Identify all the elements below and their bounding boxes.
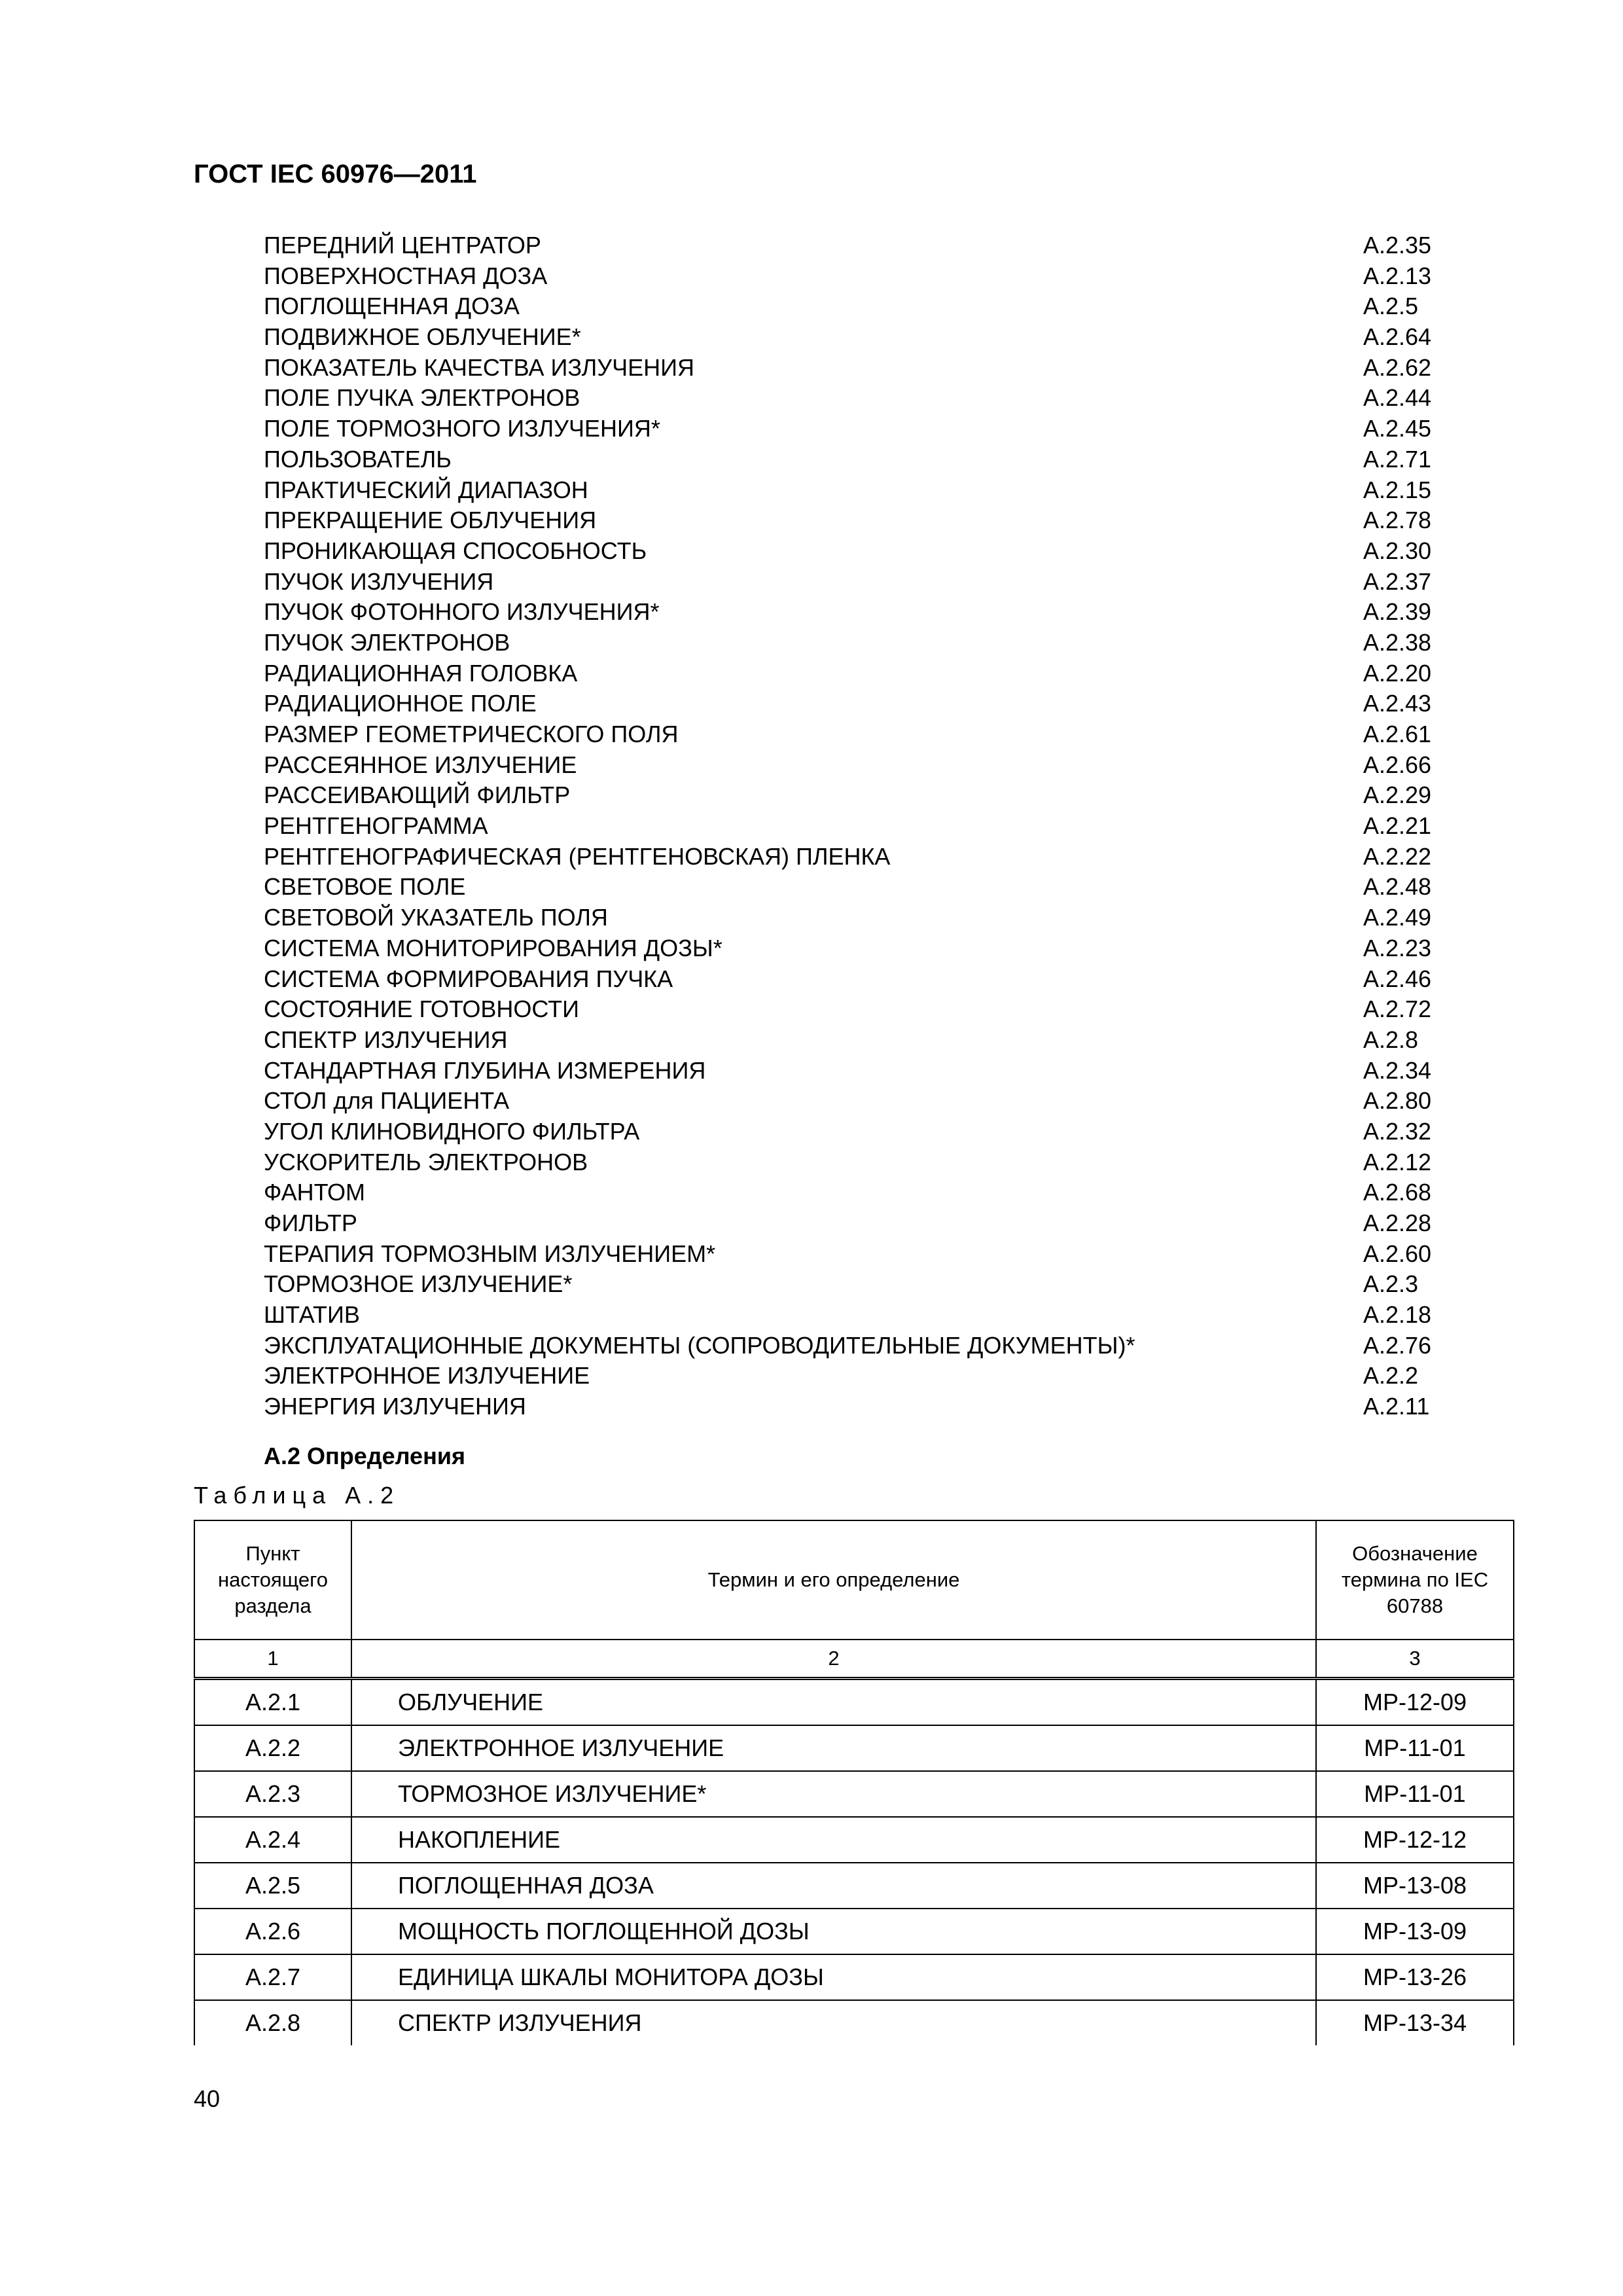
index-term: ПОГЛОЩЕННАЯ ДОЗА xyxy=(264,293,520,320)
index-entry xyxy=(264,750,1442,781)
index-term: СВЕТОВОЙ УКАЗАТЕЛЬ ПОЛЯ xyxy=(264,904,608,931)
index-term: СВЕТОВОЕ ПОЛЕ xyxy=(264,873,466,901)
index-entry xyxy=(264,322,1442,353)
header-term-column: Термин и его определение xyxy=(351,1520,1316,1640)
index-term: СИСТЕМА ФОРМИРОВАНИЯ ПУЧКА xyxy=(264,965,673,992)
table-row xyxy=(194,1817,1514,1863)
index-term: ПОЛЕ ПУЧКА ЭЛЕКТРОНОВ xyxy=(264,384,580,412)
index-reference: A.2.18 xyxy=(1363,1301,1432,1329)
section-heading: А.2 Определения xyxy=(264,1443,465,1469)
index-term: ПОВЕРХНОСТНАЯ ДОЗА xyxy=(264,262,548,289)
index-reference: A.2.12 xyxy=(1363,1148,1432,1175)
index-reference: A.2.38 xyxy=(1363,628,1432,656)
index-term: УГОЛ КЛИНОВИДНОГО ФИЛЬТРА xyxy=(264,1117,640,1145)
index-term: УСКОРИТЕЛЬ ЭЛЕКТРОНОВ xyxy=(264,1148,588,1175)
table-caption: Таблица А.2 xyxy=(194,1482,401,1509)
index-entry xyxy=(264,1269,1442,1300)
index-term: РАДИАЦИОННАЯ ГОЛОВКА xyxy=(264,659,578,687)
index-term: ПУЧОК ФОТОННОГО ИЗЛУЧЕНИЯ* xyxy=(264,598,660,626)
table-header-row xyxy=(194,1520,1514,1640)
term-cell: ПОГЛОЩЕННАЯ ДОЗА xyxy=(351,1863,1316,1909)
column-number: 2 xyxy=(351,1640,1316,1679)
definitions-table xyxy=(194,1520,1514,2045)
index-reference: A.2.37 xyxy=(1363,567,1432,595)
index-term: ПОЛЬЗОВАТЕЛЬ xyxy=(264,445,452,473)
index-entry xyxy=(264,780,1442,811)
index-entry xyxy=(264,994,1442,1025)
index-reference: A.2.20 xyxy=(1363,659,1432,687)
index-entry xyxy=(264,1117,1442,1147)
index-reference: A.2.76 xyxy=(1363,1331,1432,1359)
index-entry xyxy=(264,658,1442,689)
item-number-cell: A.2.6 xyxy=(194,1909,351,1954)
index-term: РЕНТГЕНОГРАФИЧЕСКАЯ (РЕНТГЕНОВСКАЯ) ПЛЕНКА xyxy=(264,842,891,870)
index-reference: A.2.21 xyxy=(1363,812,1432,840)
index-reference: A.2.49 xyxy=(1363,904,1432,931)
index-reference: A.2.71 xyxy=(1363,445,1432,473)
index-reference: A.2.64 xyxy=(1363,323,1432,351)
index-term: ЭКСПЛУАТАЦИОННЫЕ ДОКУМЕНТЫ (СОПРОВОДИТЕЛЬНЫЕ ДОКУМЕНТЫ)* xyxy=(264,1331,1135,1359)
index-entry xyxy=(264,1300,1442,1331)
index-entry xyxy=(264,444,1442,475)
index-reference: A.2.44 xyxy=(1363,384,1432,412)
index-reference: A.2.23 xyxy=(1363,934,1432,961)
page-number: 40 xyxy=(194,2085,221,2112)
index-term: РАССЕЯННОЕ ИЗЛУЧЕНИЕ xyxy=(264,751,577,778)
index-term: ПЕРЕДНИЙ ЦЕНТРАТОР xyxy=(264,232,541,259)
term-cell: ОБЛУЧЕНИЕ xyxy=(351,1679,1316,1726)
item-number-cell: A.2.2 xyxy=(194,1725,351,1771)
index-term: ПРОНИКАЮЩАЯ СПОСОБНОСТЬ xyxy=(264,537,647,564)
term-code-cell: MP-12-09 xyxy=(1316,1679,1514,1726)
item-number-cell: A.2.3 xyxy=(194,1771,351,1817)
index-entry xyxy=(264,383,1442,414)
index-entry xyxy=(264,505,1442,536)
index-entry xyxy=(264,1025,1442,1056)
index-entry xyxy=(264,1086,1442,1117)
index-entry xyxy=(264,414,1442,444)
index-reference: A.2.68 xyxy=(1363,1179,1432,1206)
index-entry xyxy=(264,689,1442,719)
index-reference: A.2.32 xyxy=(1363,1117,1432,1145)
term-index-list xyxy=(264,230,1442,1422)
column-number: 3 xyxy=(1316,1640,1514,1679)
table-row xyxy=(194,1771,1514,1817)
table-row xyxy=(194,1725,1514,1771)
header-code-column: Обозначение термина по IEC 60788 xyxy=(1316,1520,1514,1640)
item-number-cell: A.2.1 xyxy=(194,1679,351,1726)
table-row xyxy=(194,1679,1514,1726)
index-entry xyxy=(264,567,1442,598)
index-entry xyxy=(264,811,1442,842)
index-reference: A.2.43 xyxy=(1363,690,1432,717)
index-reference: A.2.78 xyxy=(1363,507,1432,534)
index-term: ЭНЕРГИЯ ИЗЛУЧЕНИЯ xyxy=(264,1393,526,1420)
term-code-cell: MP-13-08 xyxy=(1316,1863,1514,1909)
index-entry xyxy=(264,933,1442,964)
index-reference: A.2.48 xyxy=(1363,873,1432,901)
item-number-cell: A.2.8 xyxy=(194,2000,351,2045)
index-reference: A.2.13 xyxy=(1363,262,1432,289)
index-term: РАССЕИВАЮЩИЙ ФИЛЬТР xyxy=(264,781,571,809)
index-entry xyxy=(264,628,1442,658)
index-term: ПУЧОК ИЗЛУЧЕНИЯ xyxy=(264,567,494,595)
item-number-cell: A.2.5 xyxy=(194,1863,351,1909)
index-term: РАЗМЕР ГЕОМЕТРИЧЕСКОГО ПОЛЯ xyxy=(264,721,679,747)
index-reference: A.2.15 xyxy=(1363,476,1432,503)
table-body xyxy=(194,1679,1514,2046)
index-entry xyxy=(264,291,1442,322)
index-reference: A.2.34 xyxy=(1363,1056,1432,1084)
index-reference: A.2.2 xyxy=(1363,1362,1419,1390)
index-term: ТЕРАПИЯ ТОРМОЗНЫМ ИЗЛУЧЕНИЕМ* xyxy=(264,1240,716,1267)
index-term: ПОКАЗАТЕЛЬ КАЧЕСТВА ИЗЛУЧЕНИЯ xyxy=(264,353,695,381)
column-number: 1 xyxy=(194,1640,351,1679)
index-term: СПЕКТР ИЗЛУЧЕНИЯ xyxy=(264,1026,508,1053)
index-term: ПОЛЕ ТОРМОЗНОГО ИЗЛУЧЕНИЯ* xyxy=(264,415,660,442)
index-reference: A.2.3 xyxy=(1363,1270,1419,1298)
index-term: РЕНТГЕНОГРАММА xyxy=(264,812,488,840)
index-term: ШТАТИВ xyxy=(264,1301,360,1329)
item-number-cell: A.2.4 xyxy=(194,1817,351,1863)
term-code-cell: MP-13-09 xyxy=(1316,1909,1514,1954)
index-entry xyxy=(264,475,1442,506)
index-reference: A.2.61 xyxy=(1363,721,1432,747)
index-entry xyxy=(264,261,1442,292)
index-entry xyxy=(264,1208,1442,1239)
index-reference: A.2.60 xyxy=(1363,1240,1432,1267)
index-reference: A.2.39 xyxy=(1363,598,1432,626)
index-reference: A.2.35 xyxy=(1363,232,1432,259)
index-reference: A.2.22 xyxy=(1363,842,1432,870)
index-entry xyxy=(264,1239,1442,1270)
term-code-cell: MP-11-01 xyxy=(1316,1771,1514,1817)
index-term: ПОДВИЖНОЕ ОБЛУЧЕНИЕ* xyxy=(264,323,581,351)
index-term: ПРАКТИЧЕСКИЙ ДИАПАЗОН xyxy=(264,476,588,503)
index-term: СОСТОЯНИЕ ГОТОВНОСТИ xyxy=(264,996,580,1023)
index-reference: A.2.46 xyxy=(1363,965,1432,992)
index-term: ФАНТОМ xyxy=(264,1179,365,1206)
term-code-cell: MP-12-12 xyxy=(1316,1817,1514,1863)
column-number-row xyxy=(194,1640,1514,1679)
index-reference: A.2.66 xyxy=(1363,751,1432,778)
header-item-column: Пункт настоящего раздела xyxy=(194,1520,351,1640)
index-entry xyxy=(264,872,1442,903)
index-entry xyxy=(264,1361,1442,1391)
index-reference: A.2.28 xyxy=(1363,1210,1432,1236)
table-row xyxy=(194,1863,1514,1909)
index-entry xyxy=(264,1056,1442,1086)
index-entry xyxy=(264,597,1442,628)
term-code-cell: MP-13-26 xyxy=(1316,1954,1514,2000)
term-code-cell: MP-11-01 xyxy=(1316,1725,1514,1771)
term-cell: ЕДИНИЦА ШКАЛЫ МОНИТОРА ДОЗЫ xyxy=(351,1954,1316,2000)
index-reference: A.2.30 xyxy=(1363,537,1432,564)
table-row xyxy=(194,1954,1514,2000)
index-entry xyxy=(264,842,1442,872)
index-term: РАДИАЦИОННОЕ ПОЛЕ xyxy=(264,690,537,717)
term-cell: ТОРМОЗНОЕ ИЗЛУЧЕНИЕ* xyxy=(351,1771,1316,1817)
term-code-cell: MP-13-34 xyxy=(1316,2000,1514,2045)
index-entry xyxy=(264,903,1442,933)
table-row xyxy=(194,1909,1514,1954)
index-term: ПРЕКРАЩЕНИЕ ОБЛУЧЕНИЯ xyxy=(264,507,597,534)
index-entry xyxy=(264,1391,1442,1422)
index-reference: A.2.80 xyxy=(1363,1087,1432,1115)
index-term: ФИЛЬТР xyxy=(264,1210,357,1236)
index-reference: A.2.8 xyxy=(1363,1026,1419,1053)
index-term: ТОРМОЗНОЕ ИЗЛУЧЕНИЕ* xyxy=(264,1270,573,1298)
index-term: ЭЛЕКТРОННОЕ ИЗЛУЧЕНИЕ xyxy=(264,1362,590,1390)
index-reference: A.2.45 xyxy=(1363,415,1432,442)
index-reference: A.2.11 xyxy=(1363,1393,1430,1420)
index-entry xyxy=(264,1147,1442,1178)
term-cell: МОЩНОСТЬ ПОГЛОЩЕННОЙ ДОЗЫ xyxy=(351,1909,1316,1954)
term-cell: СПЕКТР ИЗЛУЧЕНИЯ xyxy=(351,2000,1316,2045)
index-entry xyxy=(264,719,1442,750)
index-term: ПУЧОК ЭЛЕКТРОНОВ xyxy=(264,628,510,656)
index-entry xyxy=(264,1331,1442,1361)
index-reference: A.2.72 xyxy=(1363,996,1432,1023)
index-reference: A.2.5 xyxy=(1363,293,1419,320)
index-reference: A.2.62 xyxy=(1363,353,1432,381)
index-term: СТАНДАРТНАЯ ГЛУБИНА ИЗМЕРЕНИЯ xyxy=(264,1056,706,1084)
index-term: СТОЛ для ПАЦИЕНТА xyxy=(264,1087,510,1115)
term-cell: НАКОПЛЕНИЕ xyxy=(351,1817,1316,1863)
document-header: ГОСТ IEC 60976—2011 xyxy=(194,160,477,188)
item-number-cell: A.2.7 xyxy=(194,1954,351,2000)
term-cell: ЭЛЕКТРОННОЕ ИЗЛУЧЕНИЕ xyxy=(351,1725,1316,1771)
index-entry xyxy=(264,1177,1442,1208)
index-entry xyxy=(264,964,1442,995)
table-row xyxy=(194,2000,1514,2045)
index-entry xyxy=(264,353,1442,384)
index-reference: A.2.29 xyxy=(1363,781,1432,809)
index-entry xyxy=(264,536,1442,567)
index-entry xyxy=(264,230,1442,261)
index-term: СИСТЕМА МОНИТОРИРОВАНИЯ ДОЗЫ* xyxy=(264,934,722,961)
